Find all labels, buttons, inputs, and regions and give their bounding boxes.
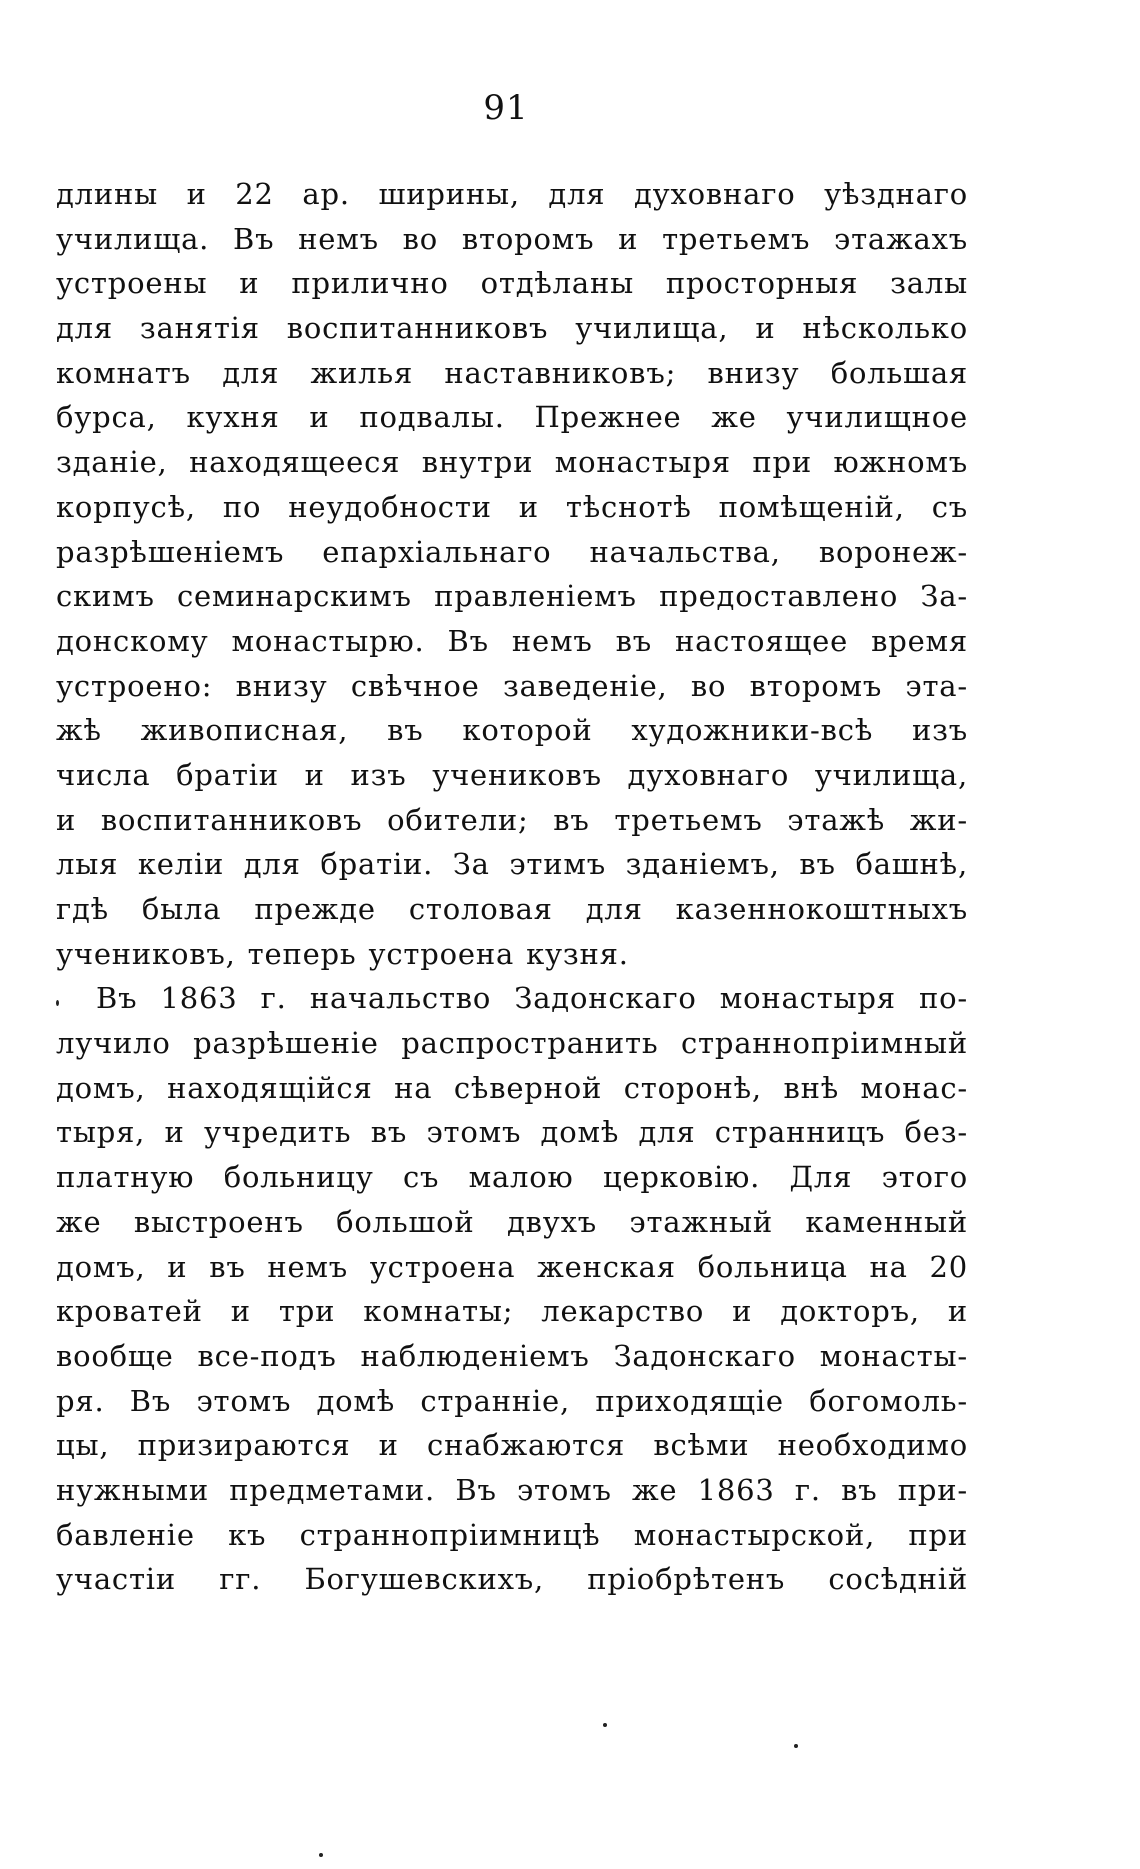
text-line: кроватей и три комнаты; лекарство и докторъ, и [56,1294,968,1329]
paragraph-start-line: Въ 1863 г. начальство Задонскаго монастыря по- [96,981,968,1016]
text-line: участіи гг. Богушевскихъ, пріобрѣтенъ сосѣдній [56,1562,968,1597]
paragraph-end-line: учениковъ, теперь устроена кузня. [56,936,629,971]
scan-speck [794,1744,798,1748]
text-line: ря. Въ этомъ домѣ странніе, приходящіе богомоль- [56,1383,968,1418]
text-line: комнатъ для жилья наставниковъ; внизу большая [56,355,968,390]
text-line: же выстроенъ большой двухъ этажный каменный [56,1204,968,1239]
text-line: устроены и прилично отдѣланы просторныя залы [56,266,968,301]
text-line: жѣ живописная, въ которой художники-всѣ изъ [56,713,968,748]
text-line: лучило разрѣшеніе распространить страннопріимный [56,1026,968,1061]
text-line: гдѣ была прежде столовая для казеннокоштныхъ [56,892,968,926]
text-line: и воспитанниковъ обители; въ третьемъ этажѣ жи- [56,802,968,837]
scan-speck [319,1853,323,1857]
scan-speck [603,1723,607,1727]
text-line: донскому монастырю. Въ немъ въ настоящее время [56,623,968,658]
text-line: цы, призираются и снабжаются всѣми необходимо [56,1428,968,1463]
text-line: для занятія воспитанниковъ училища, и нѣсколько [56,311,968,346]
text-line: вообще все-подъ наблюденіемъ Задонскаго монасты- [56,1338,968,1373]
text-line: платную больницу съ малою церковію. Для этого [56,1160,968,1195]
page-number: 91 [483,88,529,128]
body-text [56,172,968,1602]
text-line: нужными предметами. Въ этомъ же 1863 г. въ при- [56,1472,968,1507]
text-line: лыя келіи для братіи. За этимъ зданіемъ, въ башнѣ, [56,847,968,882]
text-line: числа братіи и изъ учениковъ духовнаго училища, [56,757,968,792]
text-line: бавленіе къ страннопріимницѣ монастырской, при [56,1517,968,1552]
text-line: разрѣшеніемъ епархіальнаго начальства, воронеж- [56,534,968,569]
text-line: скимъ семинарскимъ правленіемъ предоставлено За- [56,579,968,614]
text-line: училища. Въ немъ во второмъ и третьемъ этажахъ [56,221,968,256]
text-line: длины и 22 ар. ширины, для духовнаго уѣзднаго [56,177,968,211]
text-line: зданіе, находящееся внутри монастыря при южномъ [56,445,968,480]
text-line: домъ, и въ немъ устроена женская больница на 20 [56,1249,968,1284]
text-line: тыря, и учредить въ этомъ домѣ для странницъ без- [56,1115,968,1150]
text-line: домъ, находящійся на сѣверной сторонѣ, внѣ монас- [56,1070,968,1105]
text-line: устроено: внизу свѣчное заведеніе, во второмъ эта- [56,668,968,703]
text-line: бурса, кухня и подвалы. Прежнее же училищное [56,400,968,435]
text-line: корпусѣ, по неудобности и тѣснотѣ помѣщеній, съ [56,489,968,524]
scan-speck [56,1000,59,1006]
